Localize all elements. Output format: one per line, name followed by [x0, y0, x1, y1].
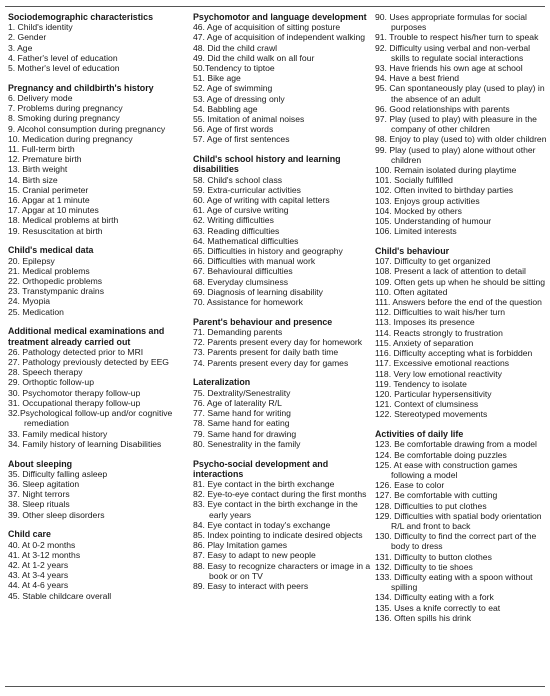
list-item: 132. Difficulty to tie shoes	[375, 561, 473, 572]
list-item: 82. Eye-to-eye contact during the first months	[193, 489, 367, 500]
list-item: 34. Family history of learning Disabilities	[8, 438, 162, 449]
section	[8, 12, 188, 73]
list-item: 92. Difficulty using verbal and non-verbal skills to regulate social interactions	[375, 42, 531, 63]
list-item: 103. Enjoys group activities	[375, 195, 480, 206]
list-item: 68. Everyday clumsiness	[193, 276, 289, 287]
section-heading: Psychomotor and language development	[193, 12, 367, 22]
list-item: 45. Stable childcare overall	[8, 590, 112, 601]
section	[8, 459, 188, 520]
list-item: 115. Anxiety of separation	[375, 337, 474, 348]
list-item: 96. Good relationships with parents	[375, 103, 510, 114]
list-item: 25. Medication	[8, 306, 64, 317]
section-heading: Activities of daily life	[375, 429, 464, 440]
list-item: 126. Ease to color	[375, 480, 445, 491]
list-item: 75. Dextrality/Senestrality	[193, 387, 291, 398]
list-item: 128. Difficulties to put clothes	[375, 500, 487, 511]
list-item: 74. Parents present every day for games	[193, 357, 349, 368]
list-item: 64. Mathematical difficulties	[193, 235, 299, 246]
list-item: 90. Uses appropriate formulas for social purposes	[375, 12, 527, 33]
list-item: 32.Psychological follow-up and/or cognitive remediation	[8, 408, 173, 429]
list-item: 109. Often gets up when he should be sitting	[375, 276, 546, 287]
list-item: 61. Age of cursive writing	[193, 205, 289, 216]
list-item: 9. Alcohol consumption during pregnancy	[8, 123, 166, 134]
section	[193, 317, 373, 368]
section	[8, 83, 188, 236]
list-item: 83. Eye contact in the birth exchange in the early years	[193, 499, 358, 520]
list-item: 55. Imitation of animal noises	[193, 114, 305, 125]
list-item: 129. Difficulties with spatial body orientation R/L and front to back	[375, 510, 542, 531]
list-item: 14. Birth size	[8, 174, 58, 185]
list-item: 105. Understanding of humour	[375, 216, 492, 227]
list-item: 42. At 1-2 years	[8, 559, 69, 570]
list-item: 97. Play (used to play) with pleasure in the company of other children	[375, 114, 537, 135]
list-item: 84. Eye contact in today's exchange	[193, 519, 331, 530]
list-item: 106. Limited interests	[375, 226, 457, 237]
list-item: 122. Stereotyped movements	[375, 409, 488, 420]
list-item: 17. Apgar at 10 minutes	[8, 205, 99, 216]
column-1	[8, 12, 188, 610]
list-item: 33. Family medical history	[8, 428, 108, 439]
section-heading: Child care	[8, 529, 51, 540]
list-item: 98. Enjoy to play (used to) with older children	[375, 134, 547, 145]
list-item: 3. Age	[8, 42, 33, 53]
list-item: 93. Have friends his own age at school	[375, 63, 523, 74]
section-heading: Additional medical examinations and treatment already carried out	[8, 326, 165, 347]
list-item: 134. Difficulty eating with a fork	[375, 592, 494, 603]
list-item: 51. Bike age	[193, 73, 241, 84]
list-item: 10. Medication during pregnancy	[8, 133, 133, 144]
list-item: 76. Age of laterality R/L	[193, 397, 282, 408]
list-item: 49. Did the child walk on all four	[193, 52, 315, 63]
list-item: 48. Did the child crawl	[193, 42, 278, 53]
section-heading: Psycho-social development and interactions	[193, 458, 329, 479]
section-heading: Child's behaviour	[375, 246, 450, 257]
list-item: 133. Difficulty eating with a spoon without spilling	[375, 571, 533, 593]
list-item: 1. Child's identity	[8, 22, 73, 33]
list-item: 38. Sleep rituals	[8, 499, 70, 510]
list-item: 40. At 0-2 months	[8, 539, 76, 550]
list-item: 46. Age of acquisition of sitting posture	[193, 22, 341, 33]
section	[375, 246, 547, 419]
top-rule	[5, 6, 545, 7]
list-item: 71. Demanding parents	[193, 327, 283, 338]
list-item: 18. Medical problems at birth	[8, 215, 119, 226]
list-item: 19. Resuscitation at birth	[8, 225, 103, 236]
list-item: 85. Index pointing to indicate desired objects	[193, 529, 363, 540]
list-item: 62. Writing difficulties	[193, 215, 274, 226]
list-item: 108. Present a lack of attention to detail	[375, 266, 526, 277]
list-item: 50.Tendency to tiptoe	[193, 63, 275, 74]
list-item: 44. At 4-6 years	[8, 580, 69, 591]
list-item: 54. Babbling age	[193, 103, 258, 114]
section	[8, 529, 188, 600]
list-item: 60. Age of writing with capital letters	[193, 195, 330, 206]
list-item: 94. Have a best friend	[375, 73, 460, 84]
section	[193, 377, 373, 448]
list-item: 29. Orthoptic follow-up	[8, 377, 94, 388]
section	[193, 459, 373, 592]
section	[375, 429, 547, 623]
list-item: 22. Orthopedic problems	[8, 276, 103, 287]
list-item: 5. Mother's level of education	[8, 63, 120, 74]
list-item: 15. Cranial perimeter	[8, 184, 89, 195]
list-item: 12. Premature birth	[8, 154, 82, 165]
list-item: 119. Tendency to isolate	[375, 378, 467, 389]
list-item: 39. Other sleep disorders	[8, 509, 105, 520]
section-heading: About sleeping	[8, 458, 73, 469]
list-item: 27. Pathology previously detected by EEG	[8, 357, 169, 368]
list-item: 91. Trouble to respect his/her turn to speak	[375, 32, 539, 43]
section	[8, 326, 188, 448]
list-item: 102. Often invited to birthday parties	[375, 185, 514, 196]
list-item: 36. Sleep agitation	[8, 478, 80, 489]
list-item: 59. Extra-curricular activities	[193, 184, 301, 195]
list-item: 8. Smoking during pregnancy	[8, 113, 120, 124]
list-item: 58. Child's school class	[193, 174, 283, 185]
list-item: 66. Difficulties with manual work	[193, 256, 316, 267]
section-heading: Pregnancy and childbirth's history	[8, 82, 154, 93]
list-item: 99. Play (used to play) alone without other children	[375, 144, 536, 165]
list-item: 117. Excessive emotional reactions	[375, 358, 510, 369]
list-item: 101. Socially fulfilled	[375, 175, 453, 186]
list-item: 89. Easy to interact with peers	[193, 580, 309, 591]
list-item: 72. Parents present every day for homework	[193, 337, 363, 348]
list-item: 130. Difficulty to find the correct part of the body to dress	[375, 531, 537, 552]
list-item: 56. Age of first words	[193, 124, 274, 135]
list-item: 30. Psychomotor therapy follow-up	[8, 387, 141, 398]
section-heading: Sociodemographic characteristics	[8, 12, 154, 22]
list-item: 100. Remain isolated during playtime	[375, 165, 517, 176]
list-item: 41. At 3-12 months	[8, 549, 81, 560]
list-item: 53. Age of dressing only	[193, 93, 285, 104]
section-heading: Child's medical data	[8, 245, 94, 256]
list-item: 87. Easy to adapt to new people	[193, 550, 316, 561]
list-item: 69. Diagnosis of learning disability	[193, 286, 323, 297]
list-item: 2. Gender	[8, 32, 47, 43]
list-item: 86. Play Imitation games	[193, 540, 288, 551]
list-item: 21. Medical problems	[8, 265, 90, 276]
list-item: 124. Be comfortable doing puzzles	[375, 449, 507, 460]
list-item: 77. Same hand for writing	[193, 408, 291, 419]
section-heading: Lateralization	[193, 377, 251, 388]
list-item: 81. Eye contact in the birth exchange	[193, 478, 335, 489]
list-item: 79. Same hand for drawing	[193, 428, 297, 439]
list-item: 20. Epilepsy	[8, 255, 55, 266]
list-item: 136. Often spills his drink	[375, 612, 472, 623]
list-item: 118. Very low emotional reactivity	[375, 368, 502, 379]
list-item: 28. Speech therapy	[8, 367, 83, 378]
list-item: 65. Difficulties in history and geography	[193, 246, 343, 257]
list-item: 107. Difficulty to get organized	[375, 256, 491, 267]
list-item: 70. Assistance for homework	[193, 297, 303, 308]
list-item: 4. Father's level of education	[8, 52, 118, 63]
list-item: 47. Age of acquisition of independent walking	[193, 32, 366, 43]
section	[375, 12, 547, 236]
list-item: 16. Apgar at 1 minute	[8, 195, 90, 206]
list-item: 43. At 3-4 years	[8, 570, 69, 581]
list-item: 131. Difficulty to button clothes	[375, 551, 492, 562]
list-item: 113. Imposes its presence	[375, 317, 475, 328]
list-item: 26. Pathology detected prior to MRI	[8, 346, 144, 357]
list-item: 13. Birth weight	[8, 164, 68, 175]
list-item: 95. Can spontaneously play (used to play) in the absence of an adult	[375, 83, 545, 104]
section	[193, 154, 373, 307]
list-item: 63. Reading difficulties	[193, 225, 280, 236]
list-item: 80. Senestrality in the family	[193, 438, 301, 449]
column-3	[375, 12, 547, 633]
list-item: 6. Delivery mode	[8, 93, 73, 104]
bottom-rule	[5, 686, 545, 687]
section-heading: Child's school history and learning disabilities	[193, 154, 341, 175]
list-item: 121. Context of clumsiness	[375, 399, 479, 410]
list-item: 57. Age of first sentences	[193, 134, 290, 145]
list-item: 135. Uses a knife correctly to eat	[375, 602, 501, 613]
list-item: 88. Easy to recognize characters or image in a book or on TV	[193, 560, 371, 581]
list-item: 110. Often agitated	[375, 286, 448, 297]
section-heading: Parent's behaviour and presence	[193, 316, 333, 327]
list-item: 35. Difficulty falling asleep	[8, 468, 108, 479]
list-item: 125. At ease with construction games following a model	[375, 459, 518, 480]
section	[8, 245, 188, 316]
list-item: 78. Same hand for eating	[193, 418, 290, 429]
list-item: 112. Difficulties to wait his/her turn	[375, 307, 506, 318]
list-item: 127. Be comfortable with cutting	[375, 490, 498, 501]
list-item: 67. Behavioural difficulties	[193, 266, 293, 277]
list-item: 7. Problems during pregnancy	[8, 103, 123, 114]
list-item: 23. Transtympanic drains	[8, 286, 105, 297]
list-item: 73. Parents present for daily bath time	[193, 347, 339, 358]
list-item: 104. Mocked by others	[375, 205, 462, 216]
list-item: 24. Myopia	[8, 296, 51, 307]
list-item: 120. Particular hypersensitivity	[375, 388, 492, 399]
list-item: 123. Be comfortable drawing from a model	[375, 439, 537, 450]
column-2	[193, 12, 373, 601]
section	[193, 12, 373, 145]
list-item: 11. Full-term birth	[8, 144, 75, 155]
list-item: 114. Reacts strongly to frustration	[375, 327, 503, 338]
list-item: 111. Answers before the end of the question	[375, 297, 542, 308]
list-item: 116. Difficulty accepting what is forbidden	[375, 348, 533, 359]
list-item: 52. Age of swimming	[193, 83, 273, 94]
list-item: 31. Occupational therapy follow-up	[8, 397, 141, 408]
list-item: 37. Night terrors	[8, 489, 70, 500]
